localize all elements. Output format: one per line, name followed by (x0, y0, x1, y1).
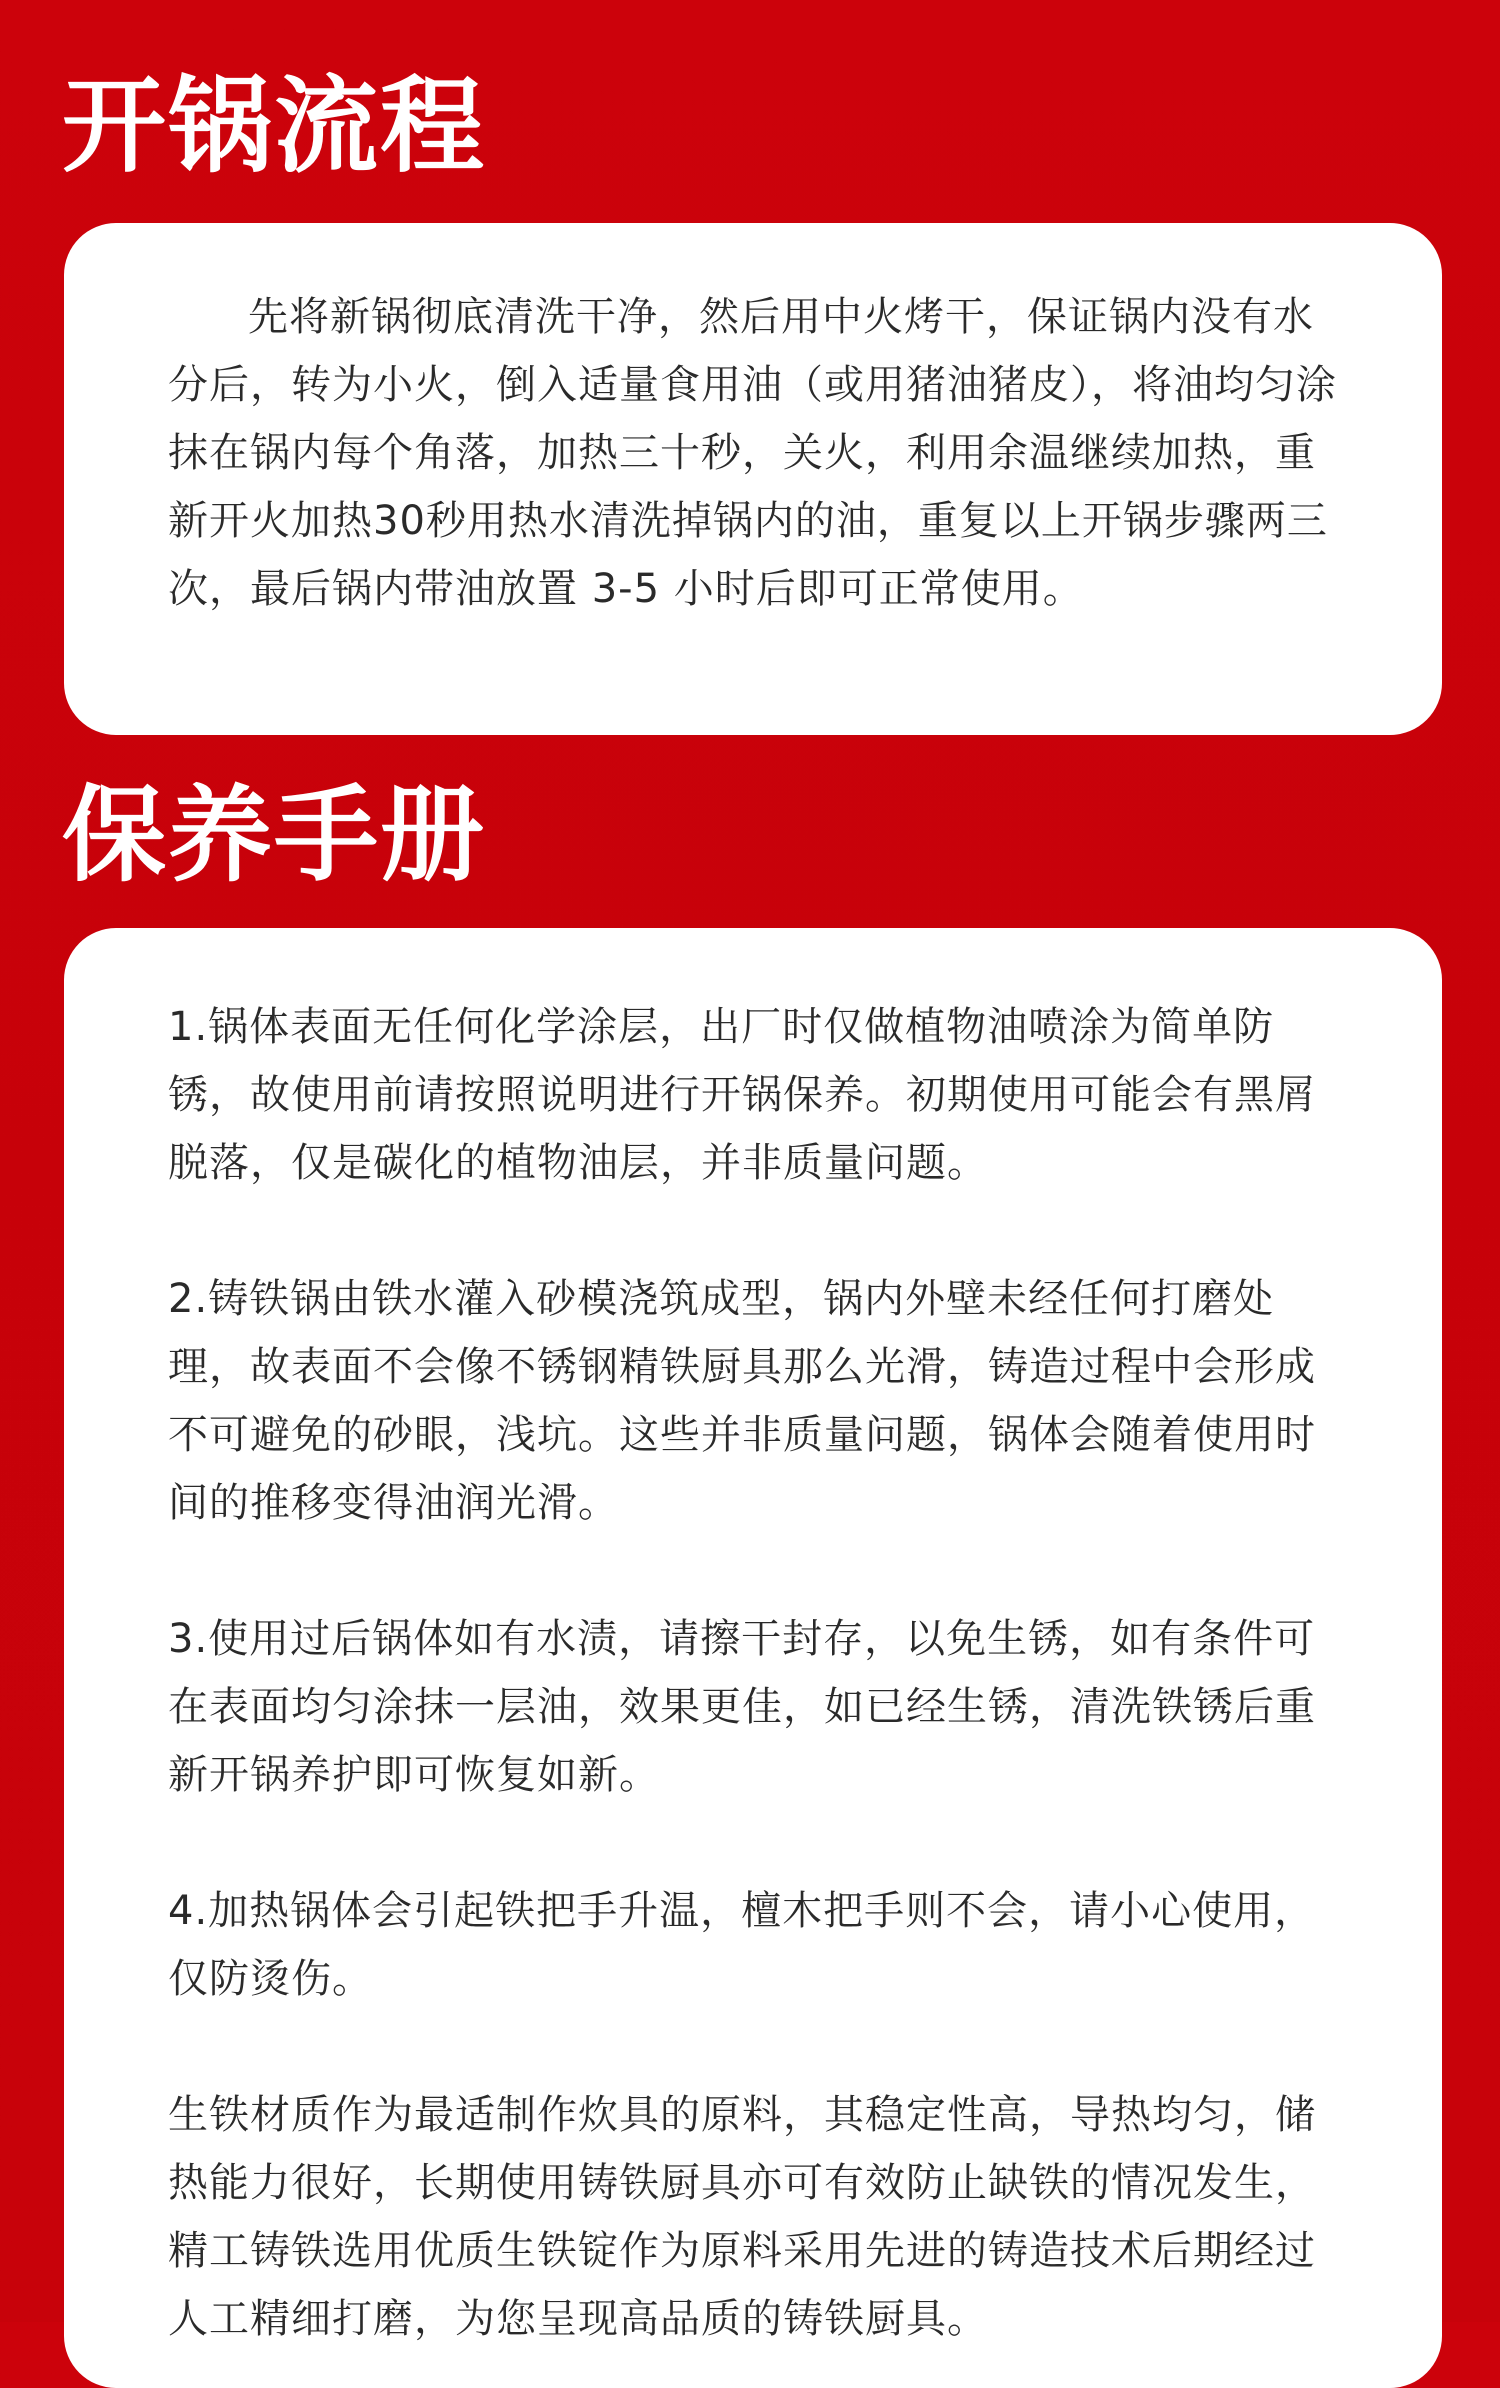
material-description: 生铁材质作为最适制作炊具的原料，其稳定性高，导热均匀，储热能力很好，长期使用铸铁厨具亦可有效防止缺铁的情况发生，精工铸铁选用优质生铁锭作为原料采用先进的铸造技术后期经过人工精细打磨，为您呈现高品质的铸铁厨具。 (168, 2092, 1316, 2342)
maintenance-item-3: 3.使用过后锅体如有水渍，请擦干封存，以免生锈，如有条件可在表面均匀涂抹一层油，效果更佳，如已经生锈，清洗铁锈后重新开锅养护即可恢复如新。 (168, 1616, 1316, 1798)
maintenance-item-1: 1.锅体表面无任何化学涂层，出厂时仅做植物油喷涂为简单防锈，故使用前请按照说明进行开锅保养。初期使用可能会有黑屑脱落，仅是碳化的植物油层，并非质量问题。 (168, 1004, 1316, 1186)
maintenance-item-4: 4.加热锅体会引起铁把手升温，檀木把手则不会，请小心使用，仅防烫伤。 (168, 1888, 1316, 2002)
maintenance-item-2: 2.铸铁锅由铁水灌入砂模浇筑成型，锅内外壁未经任何打磨处理，故表面不会像不锈钢精铁厨具那么光滑，铸造过程中会形成不可避免的砂眼，浅坑。这些并非质量问题，锅体会随着使用时间的推移变得油润光滑。 (168, 1276, 1316, 1526)
opening-process-text: 先将新锅彻底清洗干净，然后用中火烤干，保证锅内没有水分后，转为小火，倒入适量食用油（或用猪油猪皮），将油均匀涂抹在锅内每个角落，加热三十秒，关火，利用余温继续加热，重新开火加热30秒用热水清洗掉锅内的油，重复以上开锅步骤两三次，最后锅内带油放置 3-5 小时后即可正常使用。 (168, 294, 1337, 612)
maintenance-manual-title: 保养手册 (62, 774, 487, 896)
opening-process-card (64, 223, 1442, 735)
opening-process-title: 开锅流程 (62, 65, 487, 187)
maintenance-manual-card (64, 928, 1442, 2388)
